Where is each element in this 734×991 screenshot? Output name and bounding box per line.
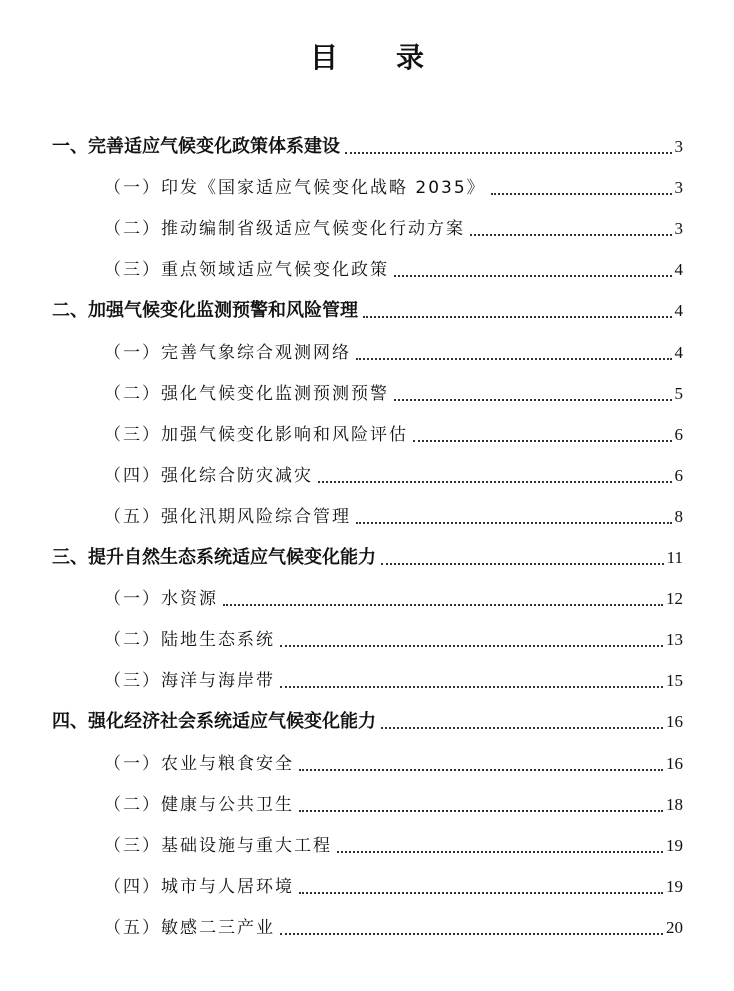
toc-subsection-entry[interactable] xyxy=(0,858,734,899)
toc-dot-leader xyxy=(299,892,663,894)
toc-page-number: 3 xyxy=(674,178,683,198)
toc-page-number: 5 xyxy=(674,383,683,403)
toc-page-number: 15 xyxy=(666,671,683,691)
toc-entry-label: （二）强化气候变化监测预测预警 xyxy=(104,383,389,404)
toc-entry-label: （一）水资源 xyxy=(104,589,218,610)
toc-subsection-entry[interactable] xyxy=(0,159,734,200)
toc-entry-label: （四）城市与人居环境 xyxy=(104,876,294,897)
toc-page-number: 12 xyxy=(666,589,683,609)
toc-entry-label: （二）陆地生态系统 xyxy=(104,630,275,651)
toc-dot-leader xyxy=(413,440,672,442)
toc-subsection-entry[interactable] xyxy=(0,447,734,488)
toc-subsection-entry[interactable] xyxy=(0,365,734,406)
toc-page-number: 19 xyxy=(666,876,683,896)
toc-page-number: 4 xyxy=(674,301,683,321)
toc-page-number: 3 xyxy=(674,137,683,157)
toc-entry-label: 四、强化经济社会系统适应气候变化能力 xyxy=(52,711,376,733)
toc-entry-label: （二）健康与公共卫生 xyxy=(104,794,294,815)
toc-page-number: 11 xyxy=(666,548,683,568)
toc-page-number: 4 xyxy=(674,342,683,362)
toc-page-number: 16 xyxy=(666,753,683,773)
toc-dot-leader xyxy=(223,604,663,606)
toc-subsection-entry[interactable] xyxy=(0,776,734,817)
toc-dot-leader xyxy=(337,851,663,853)
toc-page-number: 4 xyxy=(674,260,683,280)
toc-dot-leader xyxy=(280,686,663,688)
toc-subsection-entry[interactable] xyxy=(0,611,734,652)
toc-subsection-entry[interactable] xyxy=(0,241,734,282)
toc-subsection-entry[interactable] xyxy=(0,406,734,447)
toc-page-number: 13 xyxy=(666,630,683,650)
toc-page-number: 3 xyxy=(674,219,683,239)
toc-entry-label: （五）强化汛期风险综合管理 xyxy=(104,506,351,527)
toc-dot-leader xyxy=(381,563,664,565)
toc-entry-label: （一）完善气象综合观测网络 xyxy=(104,342,351,363)
toc-entry-label: 三、提升自然生态系统适应气候变化能力 xyxy=(52,547,376,569)
toc-entry-label: （五）敏感二三产业 xyxy=(104,917,275,938)
table-of-contents xyxy=(0,118,734,940)
toc-dot-leader xyxy=(356,522,672,524)
toc-entry-label: （三）重点领域适应气候变化政策 xyxy=(104,260,389,281)
toc-subsection-entry[interactable] xyxy=(0,899,734,940)
toc-dot-leader xyxy=(345,152,672,154)
toc-entry-label: （四）强化综合防灾减灾 xyxy=(104,465,313,486)
title-char-2: 录 xyxy=(396,41,425,74)
toc-page-number: 20 xyxy=(666,917,683,937)
toc-page-number: 6 xyxy=(674,465,683,485)
toc-dot-leader xyxy=(381,727,663,729)
toc-dot-leader xyxy=(394,275,672,277)
toc-section-entry[interactable] xyxy=(0,118,734,159)
toc-dot-leader xyxy=(470,234,672,236)
page-title xyxy=(0,36,734,76)
toc-section-entry[interactable] xyxy=(0,529,734,570)
toc-entry-label: （二）推动编制省级适应气候变化行动方案 xyxy=(104,219,465,240)
toc-subsection-entry[interactable] xyxy=(0,652,734,693)
toc-section-entry[interactable] xyxy=(0,282,734,323)
toc-dot-leader xyxy=(280,933,663,935)
toc-entry-label: 二、加强气候变化监测预警和风险管理 xyxy=(52,300,358,322)
title-char-1: 目 xyxy=(309,41,338,74)
toc-subsection-entry[interactable] xyxy=(0,817,734,858)
toc-dot-leader xyxy=(318,481,672,483)
toc-subsection-entry[interactable] xyxy=(0,200,734,241)
toc-subsection-entry[interactable] xyxy=(0,323,734,364)
toc-dot-leader xyxy=(299,810,663,812)
toc-entry-label: （三）加强气候变化影响和风险评估 xyxy=(104,424,408,445)
toc-page-number: 18 xyxy=(666,794,683,814)
toc-entry-label: （一）农业与粮食安全 xyxy=(104,753,294,774)
toc-page-number: 6 xyxy=(674,424,683,444)
toc-dot-leader xyxy=(491,193,672,195)
toc-subsection-entry[interactable] xyxy=(0,488,734,529)
toc-page-number: 8 xyxy=(674,506,683,526)
toc-entry-label: （一）印发《国家适应气候变化战略 2035》 xyxy=(104,178,486,199)
toc-dot-leader xyxy=(394,399,672,401)
toc-entry-label: （三）基础设施与重大工程 xyxy=(104,835,332,856)
toc-dot-leader xyxy=(363,316,672,318)
toc-section-entry[interactable] xyxy=(0,693,734,734)
toc-dot-leader xyxy=(299,769,663,771)
toc-dot-leader xyxy=(356,358,672,360)
toc-page-number: 16 xyxy=(666,712,683,732)
toc-page-number: 19 xyxy=(666,835,683,855)
toc-entry-label: 一、完善适应气候变化政策体系建设 xyxy=(52,136,340,158)
toc-subsection-entry[interactable] xyxy=(0,570,734,611)
toc-entry-label: （三）海洋与海岸带 xyxy=(104,671,275,692)
toc-subsection-entry[interactable] xyxy=(0,734,734,775)
toc-dot-leader xyxy=(280,645,663,647)
